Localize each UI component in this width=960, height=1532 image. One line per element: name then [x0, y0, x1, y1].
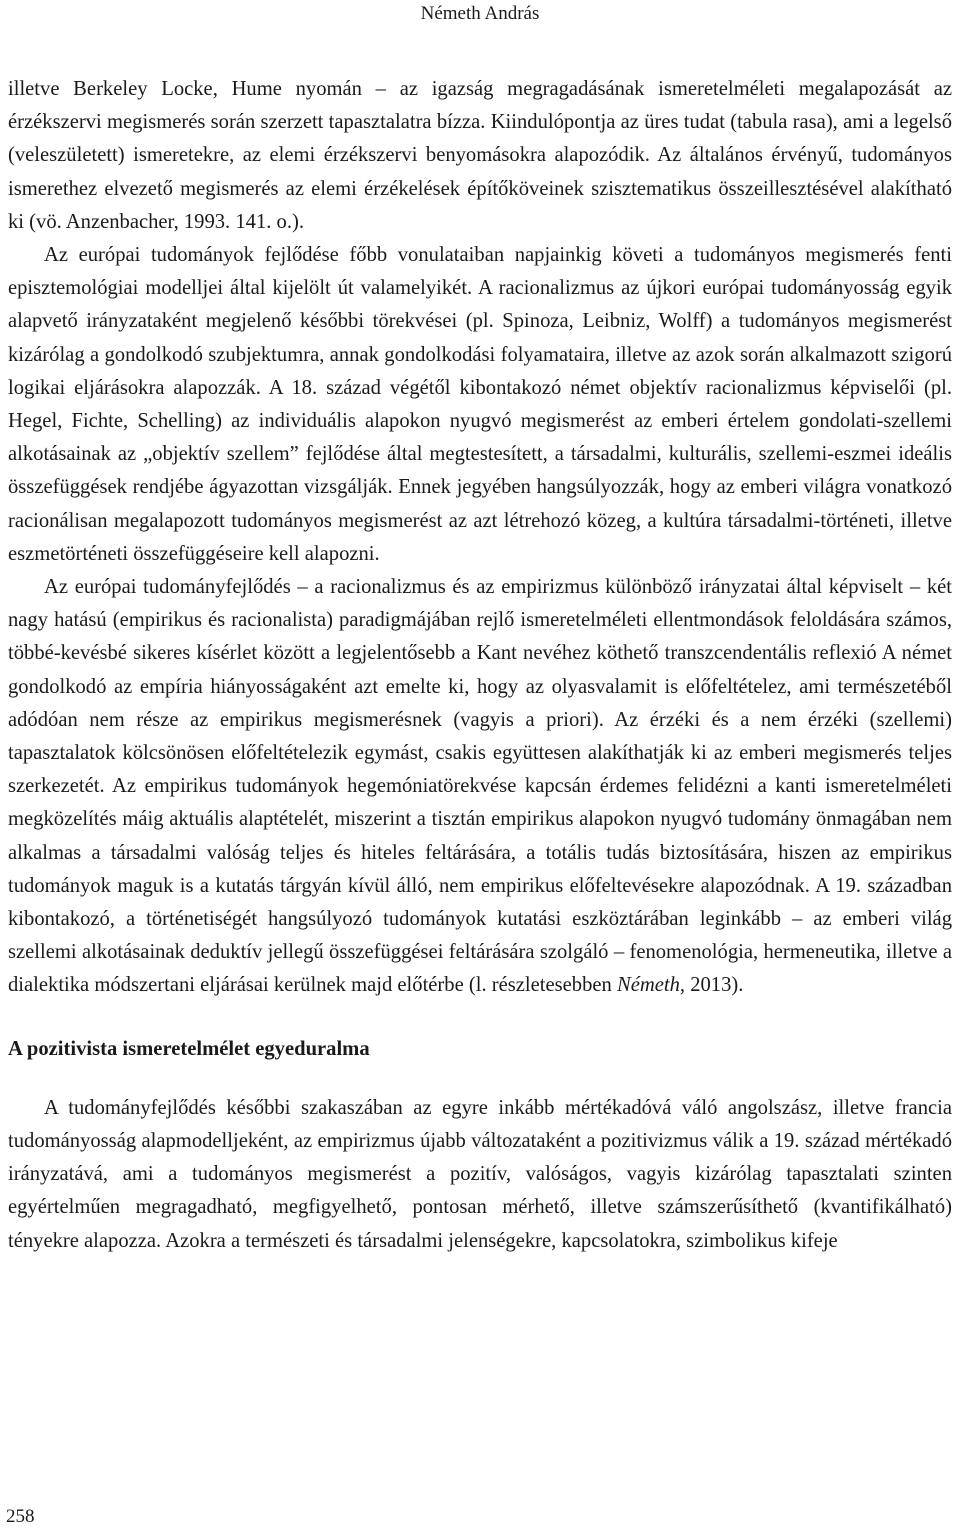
paragraph-3-text: Az európai tudományfejlődés – a racionalizmus és az empirizmus különböző irányzatai által képviselt – két nagy hatású (empirikus és racionalista) paradigmájában rejlő ismeretelméleti ellentmondások feloldására számos, többé-kevésbé sikeres kísérlet között a legjelentősebb a Kant nevéhez köthető transzcendentális reflexió A német gondolkodó az empíria hiányosságaként azt emelte ki, hogy az olyasvalamit is előfeltételez, ami természetéből adódóan nem része az empirikus megismerésnek (vagyis a priori). Az érzéki és a nem érzéki (szellemi) tapasztalatok kölcsönösen előfeltételezik egymást, csakis együttesen alakíthatják ki az emberi megismerés teljes szerkezetét. Az empirikus tudományok hegemóniatörekvése kapcsán érdemes felidézni a kanti ismeretelméleti megközelítés máig aktuális alaptételét, miszerint a tisztán empirikus alapokon nyugvó tudomány önmagában nem alkalmas a társadalmi valóság teljes és hiteles feltárására, a totális tudás biztosítására, hiszen az empirikus tudományok maguk is a kutatás tárgyán kívül álló, nem empirikus előfeltevésekre alapozódnak. A 19. században kibontakozó, a történetiségét hangsúlyozó tudományok kutatási eszköztárában leginkább – az emberi világ szellemi alkotásainak deduktív jellegű összefüggései feltárására szolgáló – fenomenológia, hermeneutika, illetve a dialektika módszertani eljárásai kerülnek majd előtérbe (l. részletesebben — [8, 576, 952, 997]
paragraph-3 — [8, 571, 952, 1003]
section-paragraph: A tudományfejlődés későbbi szakaszában az egyre inkább mértékadóvá váló angolszász, illetve francia tudományosság alapmodelljeként, az empirizmus újabb változataként a pozitivizmus válik a 19. század mértékadó irányzatává, ami a tudományos megismerést a pozitív, valóságos, vagyis kizárólag tapasztalati szinten egyértelműen megragadható, megfigyelhető, pontosan mérhető, illetve számszerűsíthető (kvantifikálható) tényekre alapozza. Azokra a természeti és társadalmi jelenségekre, kapcsolatokra, szimbolikus kifeje — [8, 1096, 952, 1252]
paragraph-1: illetve Berkeley Locke, Hume nyomán – az igazság megragadásának ismeretelméleti megalapozását az érzékszervi megismerés során szerzett tapasztalatra bízza. Kiindulópontja az üres tudat (tabula rasa), ami a legelső (veleszületett) ismeretekre, az elemi érzékszervi benyomásokra alapozódik. Az általános érvényű, tudományos ismerethez elvezető megismerés az elemi érzékelések építőköveinek szisztematikus összeillesztésével alakítható ki (vö. Anzenbacher, 1993. 141. o.). — [8, 78, 952, 233]
citation-author: Németh — [616, 974, 680, 997]
section-heading: A pozitivista ismeretelmélet egyeduralma — [8, 1037, 370, 1060]
paragraph-3-tail: , 2013). — [679, 974, 744, 997]
running-head: Németh András — [420, 3, 540, 24]
page-number: 258 — [6, 1506, 35, 1527]
paragraph-2: Az európai tudományok fejlődése főbb vonulataiban napjainkig követi a tudományos megismerés fenti episztemológiai modelljei által kijelölt út valamelyikét. A racionalizmus az újkori európai tudományosság egyik alapvető irányzataként megjelenő későbbi törekvései (pl. Spinoza, Leibniz, Wolff) a tudományos megismerést kizárólag a gondolkodó szubjektumra, annak gondolkodási folyamataira, illetve az azok során alkalmazott szigorú logikai eljárásokra alapozzák. A 18. század végétől kibontakozó német objektív racionalizmus képviselői (pl. Hegel, Fichte, Schelling) az individuális alapokon nyugvó megismerést az emberi értelem gondolati-szellemi alkotásainak az „objektív szellem” fejlődése által megtestesített, a társadalmi, kulturális, szellemi-eszmei ideális összefüggések rendjébe ágyazottan vizsgálják. Ennek jegyében hangsúlyozzák, hogy az emberi világra vonatkozó racionálisan megalapozott tudományos megismerést az azt létrehozó közeg, a kultúra társadalmi-történeti, illetve eszmetörténeti összefüggéseire kell alapozni. — [8, 244, 952, 565]
body-text — [8, 73, 952, 1258]
